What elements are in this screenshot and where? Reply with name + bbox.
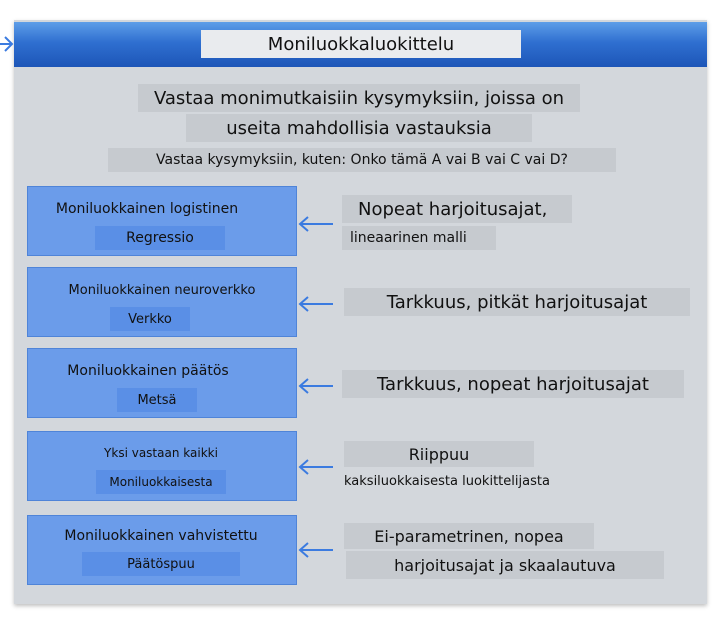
description-line-2: lineaarinen malli (342, 226, 496, 250)
arrow-right-icon (0, 34, 14, 54)
algorithm-name: Moniluokkainen päätös (67, 363, 229, 379)
arrow-left-icon (298, 216, 334, 232)
description-line-1: Tarkkuus, nopeat harjoitusajat (342, 370, 684, 398)
intro-line-3: Vastaa kysymyksiin, kuten: Onko tämä A vai B vai C vai D? (108, 148, 616, 172)
algorithm-name: Moniluokkainen logistinen (55, 201, 239, 217)
arrow-left-icon (298, 378, 334, 394)
arrow-left-icon (298, 542, 334, 558)
description-line-2: kaksiluokkaisesta luokittelijasta (344, 474, 550, 489)
arrow-left-icon (298, 459, 334, 475)
algorithm-subname: Regressio (95, 226, 225, 250)
algorithm-name: Yksi vastaan kaikki (104, 446, 218, 460)
arrow-left-icon (298, 296, 334, 312)
algorithm-subname: Moniluokkaisesta (96, 470, 226, 494)
algorithm-subname: Päätöspuu (82, 552, 240, 576)
algorithm-name: Moniluokkainen vahvistettu (64, 528, 258, 544)
intro-line-2: useita mahdollisia vastauksia (186, 114, 532, 142)
algorithm-subname: Metsä (117, 388, 197, 412)
description-line-1: Nopeat harjoitusajat, (342, 195, 572, 223)
intro-line-1: Vastaa monimutkaisiin kysymyksiin, joissa on (138, 84, 580, 112)
algorithm-subname: Verkko (110, 307, 190, 331)
diagram-title: Moniluokkaluokittelu (201, 30, 521, 58)
description-line-1: Tarkkuus, pitkät harjoitusajat (344, 288, 690, 316)
description-line-2: harjoitusajat ja skaalautuva (346, 551, 664, 579)
description-line-1: Riippuu (344, 441, 534, 467)
algorithm-name: Moniluokkainen neuroverkko (68, 282, 256, 298)
description-line-1: Ei-parametrinen, nopea (344, 523, 594, 549)
